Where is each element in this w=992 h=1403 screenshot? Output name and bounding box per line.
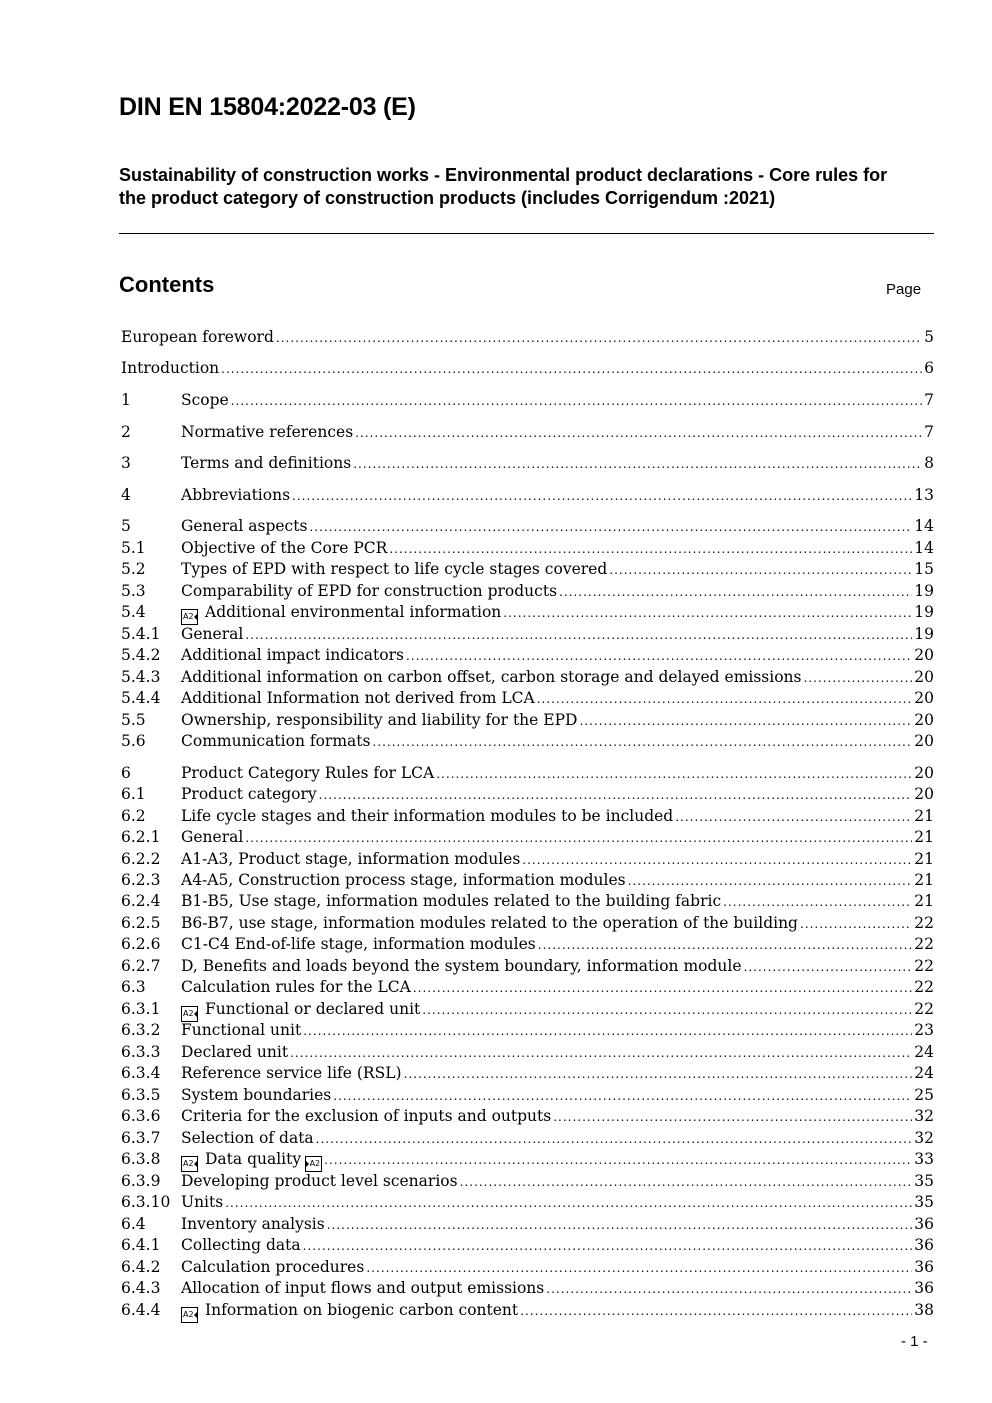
toc-entry-page: 22	[914, 914, 934, 932]
toc-entry-number: 6.3.1	[121, 1000, 161, 1018]
toc-entry-page: 19	[914, 582, 934, 600]
toc-dot-leader	[520, 1300, 912, 1322]
toc-entry[interactable]	[121, 1277, 934, 1299]
toc-entry-number: 2	[121, 423, 131, 441]
toc-dot-leader	[460, 1171, 913, 1193]
toc-entry-label: Types of EPD with respect to life cycle stages covered	[181, 560, 608, 578]
toc-entry[interactable]	[121, 326, 934, 348]
toc-entry-number: 6.4.2	[121, 1258, 161, 1276]
toc-entry[interactable]	[121, 558, 934, 580]
toc-entry-title	[181, 558, 607, 580]
toc-entry-page: 24	[914, 1064, 934, 1082]
toc-entry-number: 6.3.8	[121, 1150, 161, 1168]
toc-entry-title	[181, 1191, 223, 1213]
toc-entry[interactable]	[121, 783, 934, 805]
amendment-start-icon: A2	[181, 1006, 198, 1022]
toc-entry-page: 24	[914, 1043, 934, 1061]
toc-entry[interactable]	[121, 709, 934, 731]
toc-entry-title	[181, 1019, 301, 1041]
toc-entry-title	[181, 484, 290, 506]
toc-entry-page: 20	[914, 764, 934, 782]
toc-entry[interactable]	[121, 515, 934, 537]
toc-dot-leader	[245, 827, 912, 849]
toc-entry-label: Additional Information not derived from LCA	[181, 689, 535, 707]
toc-entry-number: 6.2.5	[121, 914, 161, 932]
toc-dot-leader	[309, 516, 912, 538]
toc-entry-title	[181, 452, 351, 474]
toc-dot-leader	[225, 1192, 912, 1214]
toc-entry-number: 6.3.6	[121, 1107, 161, 1125]
toc-dot-leader	[503, 602, 912, 624]
toc-entry-title	[181, 515, 307, 537]
toc-entry-number: 6.3.10	[121, 1193, 171, 1211]
toc-entry-number: 5.4	[121, 603, 146, 621]
toc-dot-leader	[537, 688, 913, 710]
toc-dot-leader	[723, 891, 912, 913]
toc-entry-label: Normative references	[181, 423, 354, 441]
toc-dot-leader	[333, 1085, 912, 1107]
toc-entry-title	[181, 1105, 551, 1127]
toc-dot-leader	[546, 1278, 912, 1300]
toc-entry-label: Calculation rules for the LCA	[181, 978, 411, 996]
toc-entry-title	[181, 762, 434, 784]
toc-entry-label: Information on biogenic carbon content	[205, 1301, 519, 1319]
page-column-heading: Page	[886, 281, 922, 298]
toc-entry-page: 22	[914, 935, 934, 953]
toc-entry-number: 5.5	[121, 711, 146, 729]
toc-dot-leader	[675, 806, 912, 828]
toc-entry-title	[181, 1127, 314, 1149]
toc-entry[interactable]	[121, 1213, 934, 1235]
toc-entry-number: 6.2.2	[121, 850, 161, 868]
amendment-start-icon: A2	[181, 1156, 198, 1172]
toc-entry-label: General	[181, 625, 244, 643]
toc-entry-number: 6.4.3	[121, 1279, 161, 1297]
amendment-start-icon: A2	[181, 1307, 198, 1323]
toc-entry-label: Additional information on carbon offset, carbon storage and delayed emissions	[181, 668, 802, 686]
toc-entry-label: Communication formats	[181, 732, 371, 750]
toc-dot-leader	[436, 763, 912, 785]
toc-entry-label: D, Benefits and loads beyond the system boundary, information module	[181, 957, 742, 975]
toc-entry-label: Collecting data	[181, 1236, 301, 1254]
toc-entry-page: 19	[914, 603, 934, 621]
toc-dot-leader	[303, 1020, 912, 1042]
toc-entry[interactable]	[121, 912, 934, 934]
toc-entry[interactable]	[121, 484, 934, 506]
toc-entry-number: 6.1	[121, 785, 146, 803]
toc-entry-title	[181, 1170, 458, 1192]
toc-entry-label: Inventory analysis	[181, 1215, 325, 1233]
toc-entry-label: Calculation procedures	[181, 1258, 365, 1276]
toc-entry-title	[181, 869, 626, 891]
toc-entry-page: 15	[914, 560, 934, 578]
toc-dot-leader	[404, 1063, 913, 1085]
toc-entry-number: 6.3.2	[121, 1021, 161, 1039]
toc-entry-page: 36	[914, 1258, 934, 1276]
toc-entry-page: 20	[914, 711, 934, 729]
toc-entry[interactable]	[121, 976, 934, 998]
toc-entry-label: Comparability of EPD for construction products	[181, 582, 558, 600]
toc-entry-page: 5	[924, 328, 934, 346]
toc-entry-title	[181, 537, 387, 559]
toc-dot-leader	[221, 358, 922, 380]
toc-entry-label: General	[181, 828, 244, 846]
toc-entry-number: 6.4.1	[121, 1236, 161, 1254]
toc-entry-label: Selection of data	[181, 1129, 314, 1147]
document-subtitle: Sustainability of construction works - Environmental product declarations - Core rules for the product category of construction products (includes Corrigendum :2021)	[119, 165, 888, 208]
toc-entry-number: 6.4	[121, 1215, 146, 1233]
toc-entry-label: Product category	[181, 785, 317, 803]
toc-entry-number: 4	[121, 486, 131, 504]
toc-entry-page: 21	[914, 850, 934, 868]
toc-entry-page: 36	[914, 1236, 934, 1254]
toc-entry-number: 5.4.2	[121, 646, 161, 664]
toc-entry-title	[181, 976, 411, 998]
toc-entry-label: Terms and definitions	[181, 454, 352, 472]
toc-entry[interactable]	[121, 421, 934, 443]
toc-dot-leader	[553, 1106, 912, 1128]
toc-entry-label: Declared unit	[181, 1043, 289, 1061]
toc-entry-page: 35	[914, 1193, 934, 1211]
toc-entry-page: 7	[924, 423, 934, 441]
toc-entry-title	[181, 1062, 402, 1084]
toc-entry-label: Life cycle stages and their information modules to be included	[181, 807, 674, 825]
toc-dot-leader	[609, 559, 912, 581]
toc-entry[interactable]	[121, 805, 934, 827]
toc-entry-page: 36	[914, 1279, 934, 1297]
toc-entry[interactable]	[121, 666, 934, 688]
toc-entry-number: 5.4.1	[121, 625, 161, 643]
toc-entry-page: 20	[914, 732, 934, 750]
toc-entry[interactable]	[121, 762, 934, 784]
toc-entry-title	[181, 1277, 544, 1299]
toc-dot-leader	[276, 327, 922, 349]
toc-dot-leader	[744, 956, 913, 978]
toc-entry-label: European foreword	[121, 328, 274, 346]
toc-entry-page: 14	[914, 539, 934, 557]
toc-entry-label: Introduction	[121, 359, 220, 377]
toc-entry[interactable]	[121, 580, 934, 602]
toc-dot-leader	[579, 710, 912, 732]
toc-entry-label: Allocation of input flows and output emissions	[181, 1279, 545, 1297]
toc-entry-page: 21	[914, 828, 934, 846]
toc-entry-page: 22	[914, 1000, 934, 1018]
toc-entry-title	[181, 1041, 288, 1063]
toc-entry-number: 6.3.4	[121, 1064, 161, 1082]
toc-entry[interactable]	[121, 389, 934, 411]
toc-entry-page: 19	[914, 625, 934, 643]
toc-entry-title	[181, 1299, 518, 1323]
toc-entry-title	[181, 601, 501, 625]
toc-entry-label: System boundaries	[181, 1086, 332, 1104]
toc-entry-number: 1	[121, 391, 131, 409]
toc-entry[interactable]	[121, 890, 934, 912]
toc-entry[interactable]	[121, 998, 934, 1020]
toc-entry-label: Additional environmental information	[205, 603, 502, 621]
toc-entry-number: 6.2	[121, 807, 146, 825]
toc-entry[interactable]	[121, 1191, 934, 1213]
toc-entry-page: 21	[914, 892, 934, 910]
toc-entry-title	[181, 933, 536, 955]
toc-entry-label: Functional unit	[181, 1021, 302, 1039]
toc-entry[interactable]	[121, 1084, 934, 1106]
toc-entry-page: 38	[914, 1301, 934, 1319]
toc-entry-page: 13	[914, 486, 934, 504]
toc-entry-number: 5.1	[121, 539, 146, 557]
toc-entry-number: 5.2	[121, 560, 146, 578]
toc-entry-number: 3	[121, 454, 131, 472]
toc-dot-leader	[422, 999, 912, 1021]
toc-entry-page: 25	[914, 1086, 934, 1104]
toc-dot-leader	[353, 453, 922, 475]
toc-entry-page: 23	[914, 1021, 934, 1039]
toc-entry-number: 5.3	[121, 582, 146, 600]
toc-entry-title	[181, 783, 317, 805]
toc-entry-page: 7	[924, 391, 934, 409]
toc-entry-label: B6-B7, use stage, information modules related to the operation of the building	[181, 914, 798, 932]
toc-entry[interactable]	[121, 644, 934, 666]
toc-entry-label: Ownership, responsibility and liability for the EPD	[181, 711, 578, 729]
toc-entry-page: 22	[914, 978, 934, 996]
toc-entry[interactable]	[121, 357, 934, 379]
toc-entry[interactable]	[121, 1170, 934, 1192]
toc-dot-leader	[290, 1042, 912, 1064]
amendment-end-icon: A2	[305, 1156, 322, 1172]
document-id: DIN EN 15804:2022-03 (E)	[119, 93, 416, 121]
toc-entry[interactable]	[121, 601, 934, 623]
toc-entry-label: Product Category Rules for LCA	[181, 764, 435, 782]
toc-entry[interactable]	[121, 623, 934, 645]
toc-entry-number: 6.3.9	[121, 1172, 161, 1190]
toc-dot-leader	[803, 667, 912, 689]
toc-entry-page: 8	[924, 454, 934, 472]
toc-entry-page: 20	[914, 646, 934, 664]
toc-entry-label: Developing product level scenarios	[181, 1172, 458, 1190]
toc-entry[interactable]	[121, 1148, 934, 1170]
toc-entry-number: 6.2.6	[121, 935, 161, 953]
toc-dot-leader	[327, 1214, 913, 1236]
toc-dot-leader	[628, 870, 913, 892]
toc-dot-leader	[245, 624, 912, 646]
toc-dot-leader	[231, 390, 922, 412]
toc-entry-label: Scope	[181, 391, 229, 409]
toc-entry-number: 6.2.4	[121, 892, 161, 910]
toc-dot-leader	[316, 1128, 913, 1150]
toc-dot-leader	[366, 1257, 912, 1279]
toc-entry-label: Functional or declared unit	[205, 1000, 421, 1018]
toc-entry[interactable]	[121, 869, 934, 891]
toc-entry-title	[181, 730, 370, 752]
toc-entry-title	[181, 1213, 325, 1235]
toc-entry-label: General aspects	[181, 517, 308, 535]
toc-entry-title	[181, 848, 520, 870]
toc-entry-title	[121, 357, 219, 379]
toc-dot-leader	[324, 1149, 912, 1171]
toc-entry[interactable]	[121, 826, 934, 848]
toc-entry-page: 21	[914, 871, 934, 889]
toc-entry-page: 35	[914, 1172, 934, 1190]
toc-dot-leader	[389, 538, 912, 560]
toc-dot-leader	[355, 422, 922, 444]
toc-entry-title	[181, 955, 742, 977]
toc-dot-leader	[372, 731, 912, 753]
toc-entry-label: C1-C4 End-of-life stage, information modules	[181, 935, 536, 953]
toc-entry-page: 20	[914, 689, 934, 707]
toc-entry-page: 32	[914, 1107, 934, 1125]
toc-entry[interactable]	[121, 1234, 934, 1256]
toc-entry[interactable]	[121, 687, 934, 709]
toc-entry-title	[181, 890, 721, 912]
toc-entry-page: 14	[914, 517, 934, 535]
toc-entry[interactable]	[121, 955, 934, 977]
toc-dot-leader	[800, 913, 912, 935]
toc-entry[interactable]	[121, 1127, 934, 1149]
toc-entry-title	[181, 1256, 364, 1278]
toc-entry-label: Additional impact indicators	[181, 646, 404, 664]
toc-entry[interactable]	[121, 1041, 934, 1063]
amendment-start-icon: A2	[181, 609, 198, 625]
toc-entry[interactable]	[121, 1019, 934, 1041]
toc-entry-number: 6.2.3	[121, 871, 161, 889]
toc-entry[interactable]	[121, 933, 934, 955]
toc-entry-label: Data quality	[205, 1150, 302, 1168]
toc-entry-page: 20	[914, 668, 934, 686]
toc-entry-label: Objective of the Core PCR	[181, 539, 388, 557]
page-number: - 1 -	[901, 1333, 928, 1350]
toc-dot-leader	[303, 1235, 913, 1257]
toc-entry-title	[121, 326, 274, 348]
toc-entry[interactable]	[121, 1256, 934, 1278]
toc-entry-title	[181, 580, 557, 602]
toc-entry-label: Criteria for the exclusion of inputs and outputs	[181, 1107, 552, 1125]
toc-dot-leader	[538, 934, 913, 956]
toc-entry-label: A1-A3, Product stage, information modules	[181, 850, 521, 868]
toc-entry-page: 21	[914, 807, 934, 825]
toc-entry-number: 5.6	[121, 732, 146, 750]
toc-entry-number: 6.3	[121, 978, 146, 996]
toc-entry[interactable]	[121, 730, 934, 752]
toc-entry-title	[181, 623, 243, 645]
toc-entry-title	[181, 421, 353, 443]
toc-entry-page: 20	[914, 785, 934, 803]
toc-entry-title	[181, 826, 243, 848]
toc-entry-number: 5.4.3	[121, 668, 161, 686]
toc-entry-title	[181, 666, 801, 688]
toc-entry-number: 5.4.4	[121, 689, 161, 707]
toc-entry[interactable]	[121, 1105, 934, 1127]
toc-entry-page: 33	[914, 1150, 934, 1168]
toc-entry-label: A4-A5, Construction process stage, information modules	[181, 871, 626, 889]
toc-entry-number: 6	[121, 764, 131, 782]
toc-entry-number: 6.3.5	[121, 1086, 161, 1104]
toc-entry-number: 6.2.1	[121, 828, 161, 846]
toc-entry-number: 6.4.4	[121, 1301, 161, 1319]
toc-dot-leader	[406, 645, 912, 667]
toc-entry[interactable]	[121, 452, 934, 474]
toc-entry-page: 36	[914, 1215, 934, 1233]
toc-entry-title	[181, 1234, 301, 1256]
toc-dot-leader	[319, 784, 913, 806]
toc-entry-title	[181, 912, 798, 934]
toc-entry[interactable]	[121, 537, 934, 559]
toc-entry-title	[181, 644, 404, 666]
toc-entry-title	[181, 709, 577, 731]
toc-entry[interactable]	[121, 848, 934, 870]
toc-entry-number: 6.2.7	[121, 957, 161, 975]
toc-entry-label: Units	[181, 1193, 224, 1211]
toc-entry[interactable]	[121, 1299, 934, 1321]
toc-dot-leader	[292, 485, 912, 507]
toc-entry-title	[181, 687, 535, 709]
toc-entry-title	[181, 389, 229, 411]
toc-entry-title	[181, 805, 673, 827]
toc-entry-label: Reference service life (RSL)	[181, 1064, 402, 1082]
toc-entry[interactable]	[121, 1062, 934, 1084]
toc-entry-page: 22	[914, 957, 934, 975]
toc-entry-page: 32	[914, 1129, 934, 1147]
contents-heading: Contents	[119, 272, 215, 297]
toc-dot-leader	[522, 849, 912, 871]
toc-entry-number: 6.3.3	[121, 1043, 161, 1061]
toc-entry-label: B1-B5, Use stage, information modules related to the building fabric	[181, 892, 722, 910]
table-of-contents	[121, 0, 934, 1403]
toc-entry-title	[181, 1148, 322, 1172]
toc-entry-page: 6	[924, 359, 934, 377]
toc-entry-label: Abbreviations	[181, 486, 291, 504]
toc-dot-leader	[413, 977, 912, 999]
toc-entry-number: 6.3.7	[121, 1129, 161, 1147]
toc-entry-title	[181, 1084, 331, 1106]
toc-entry-number: 5	[121, 517, 131, 535]
toc-dot-leader	[559, 581, 912, 603]
